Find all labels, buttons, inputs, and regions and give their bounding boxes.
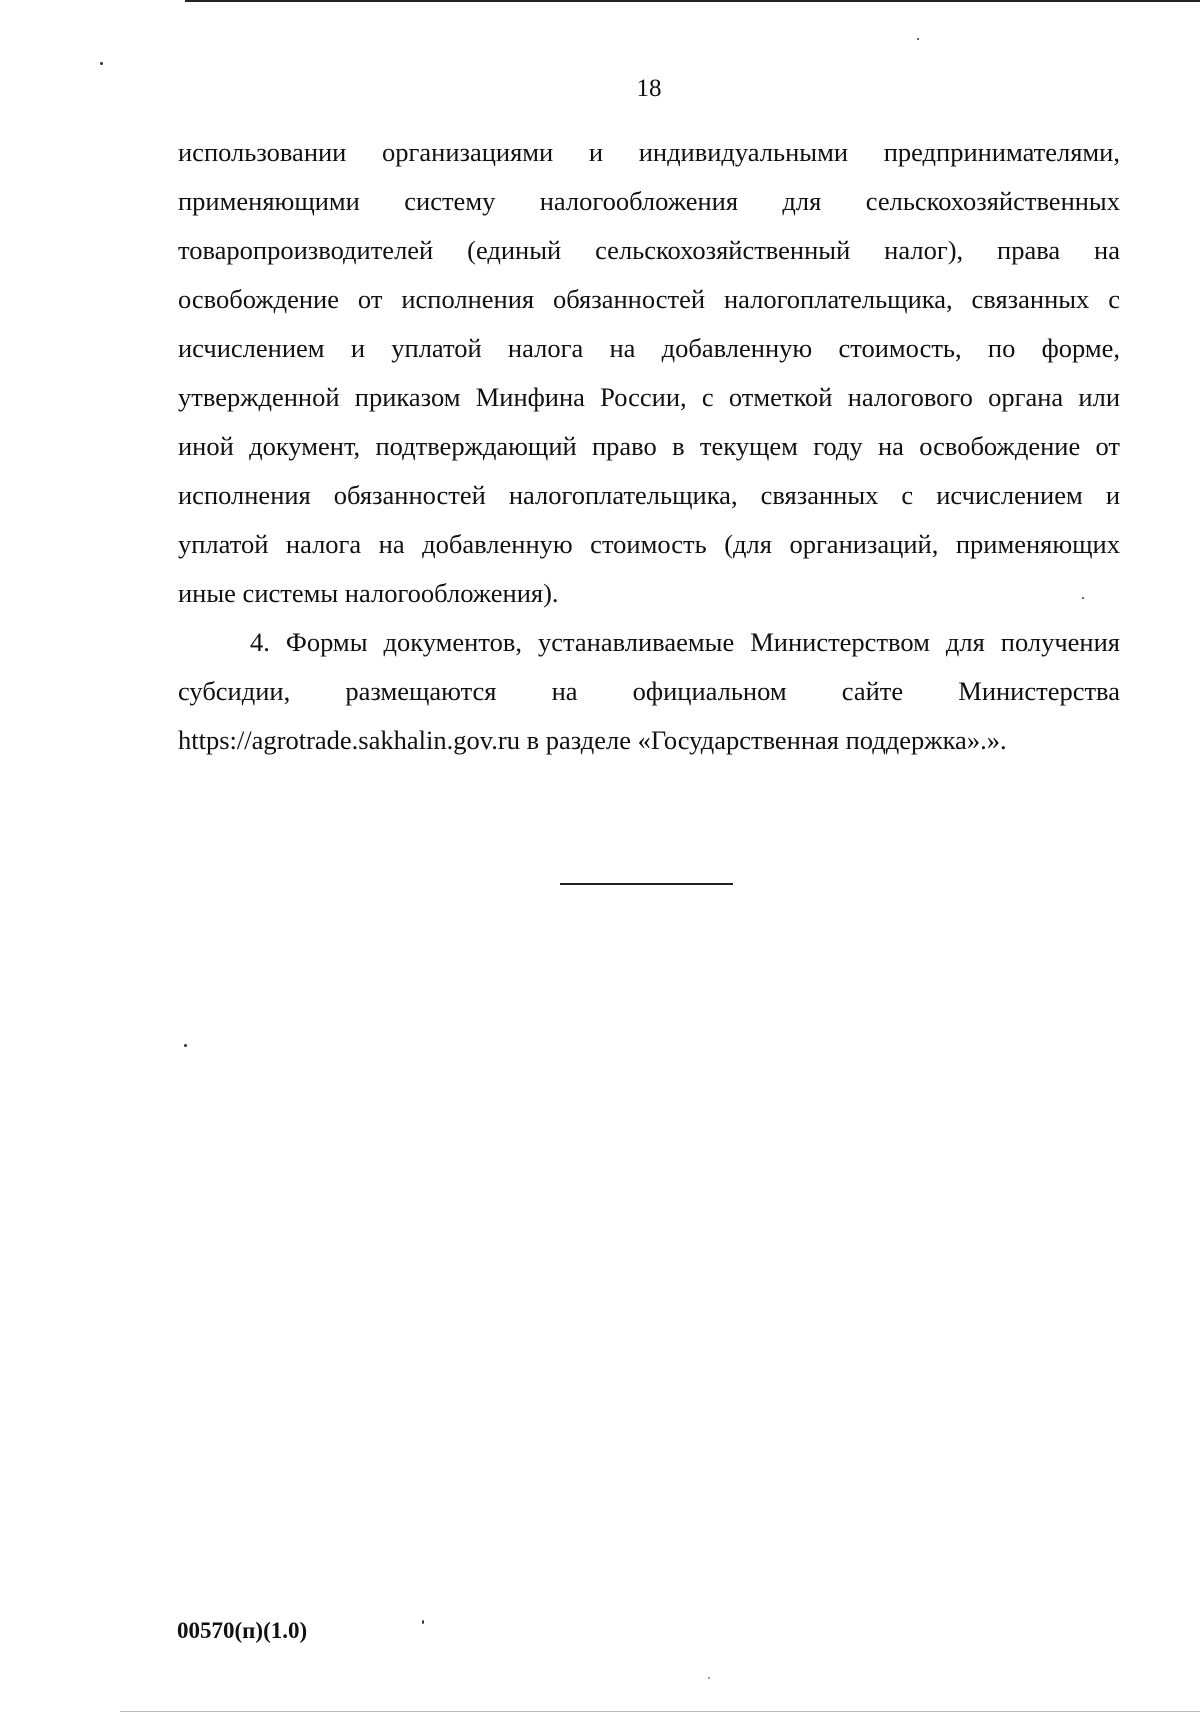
scan-speck <box>100 62 103 65</box>
paragraph-1-line-8: исполнения обязанностей налогоплательщика, связанных с исчислением и <box>178 480 1120 510</box>
scan-speck <box>422 1620 424 1624</box>
end-separator-line <box>560 883 733 885</box>
paragraph-1-line-6: утвержденной приказом Минфина России, с отметкой налогового органа или <box>178 382 1120 412</box>
paragraph-2-line-3: https://agrotrade.sakhalin.gov.ru в разделе «Государственная поддержка».». <box>178 725 1007 755</box>
scan-speck <box>708 1677 710 1679</box>
paragraph-1-line-10: иные системы налогообложения). <box>178 578 559 608</box>
paragraph-1-line-9: уплатой налога на добавленную стоимость (для организаций, применяющих <box>178 529 1120 559</box>
scan-bottom-edge <box>120 1711 1200 1712</box>
scan-speck <box>184 1044 187 1047</box>
page-number: 18 <box>636 75 662 102</box>
paragraph-1-line-2: применяющими систему налогообложения для сельскохозяйственных <box>178 186 1120 216</box>
scan-top-edge <box>185 0 1200 2</box>
paragraph-2-line-1: 4. Формы документов, устанавливаемые Министерством для получения <box>250 627 1120 657</box>
paragraph-2-line-2: субсидии, размещаются на официальном сайте Министерства <box>178 676 1120 706</box>
paragraph-1-line-5: исчислением и уплатой налога на добавленную стоимость, по форме, <box>178 333 1120 363</box>
document-code: 00570(п)(1.0) <box>177 1618 308 1643</box>
paragraph-1-line-3: товаропроизводителей (единый сельскохозяйственный налог), права на <box>178 235 1120 265</box>
document-body <box>178 128 1120 765</box>
scan-speck <box>1082 597 1084 599</box>
paragraph-1-line-1: использовании организациями и индивидуальными предпринимателями, <box>178 137 1120 167</box>
scan-speck <box>917 38 919 40</box>
paragraph-1-line-7: иной документ, подтверждающий право в текущем году на освобождение от <box>178 431 1120 461</box>
paragraph-1-line-4: освобождение от исполнения обязанностей налогоплательщика, связанных с <box>178 284 1120 314</box>
